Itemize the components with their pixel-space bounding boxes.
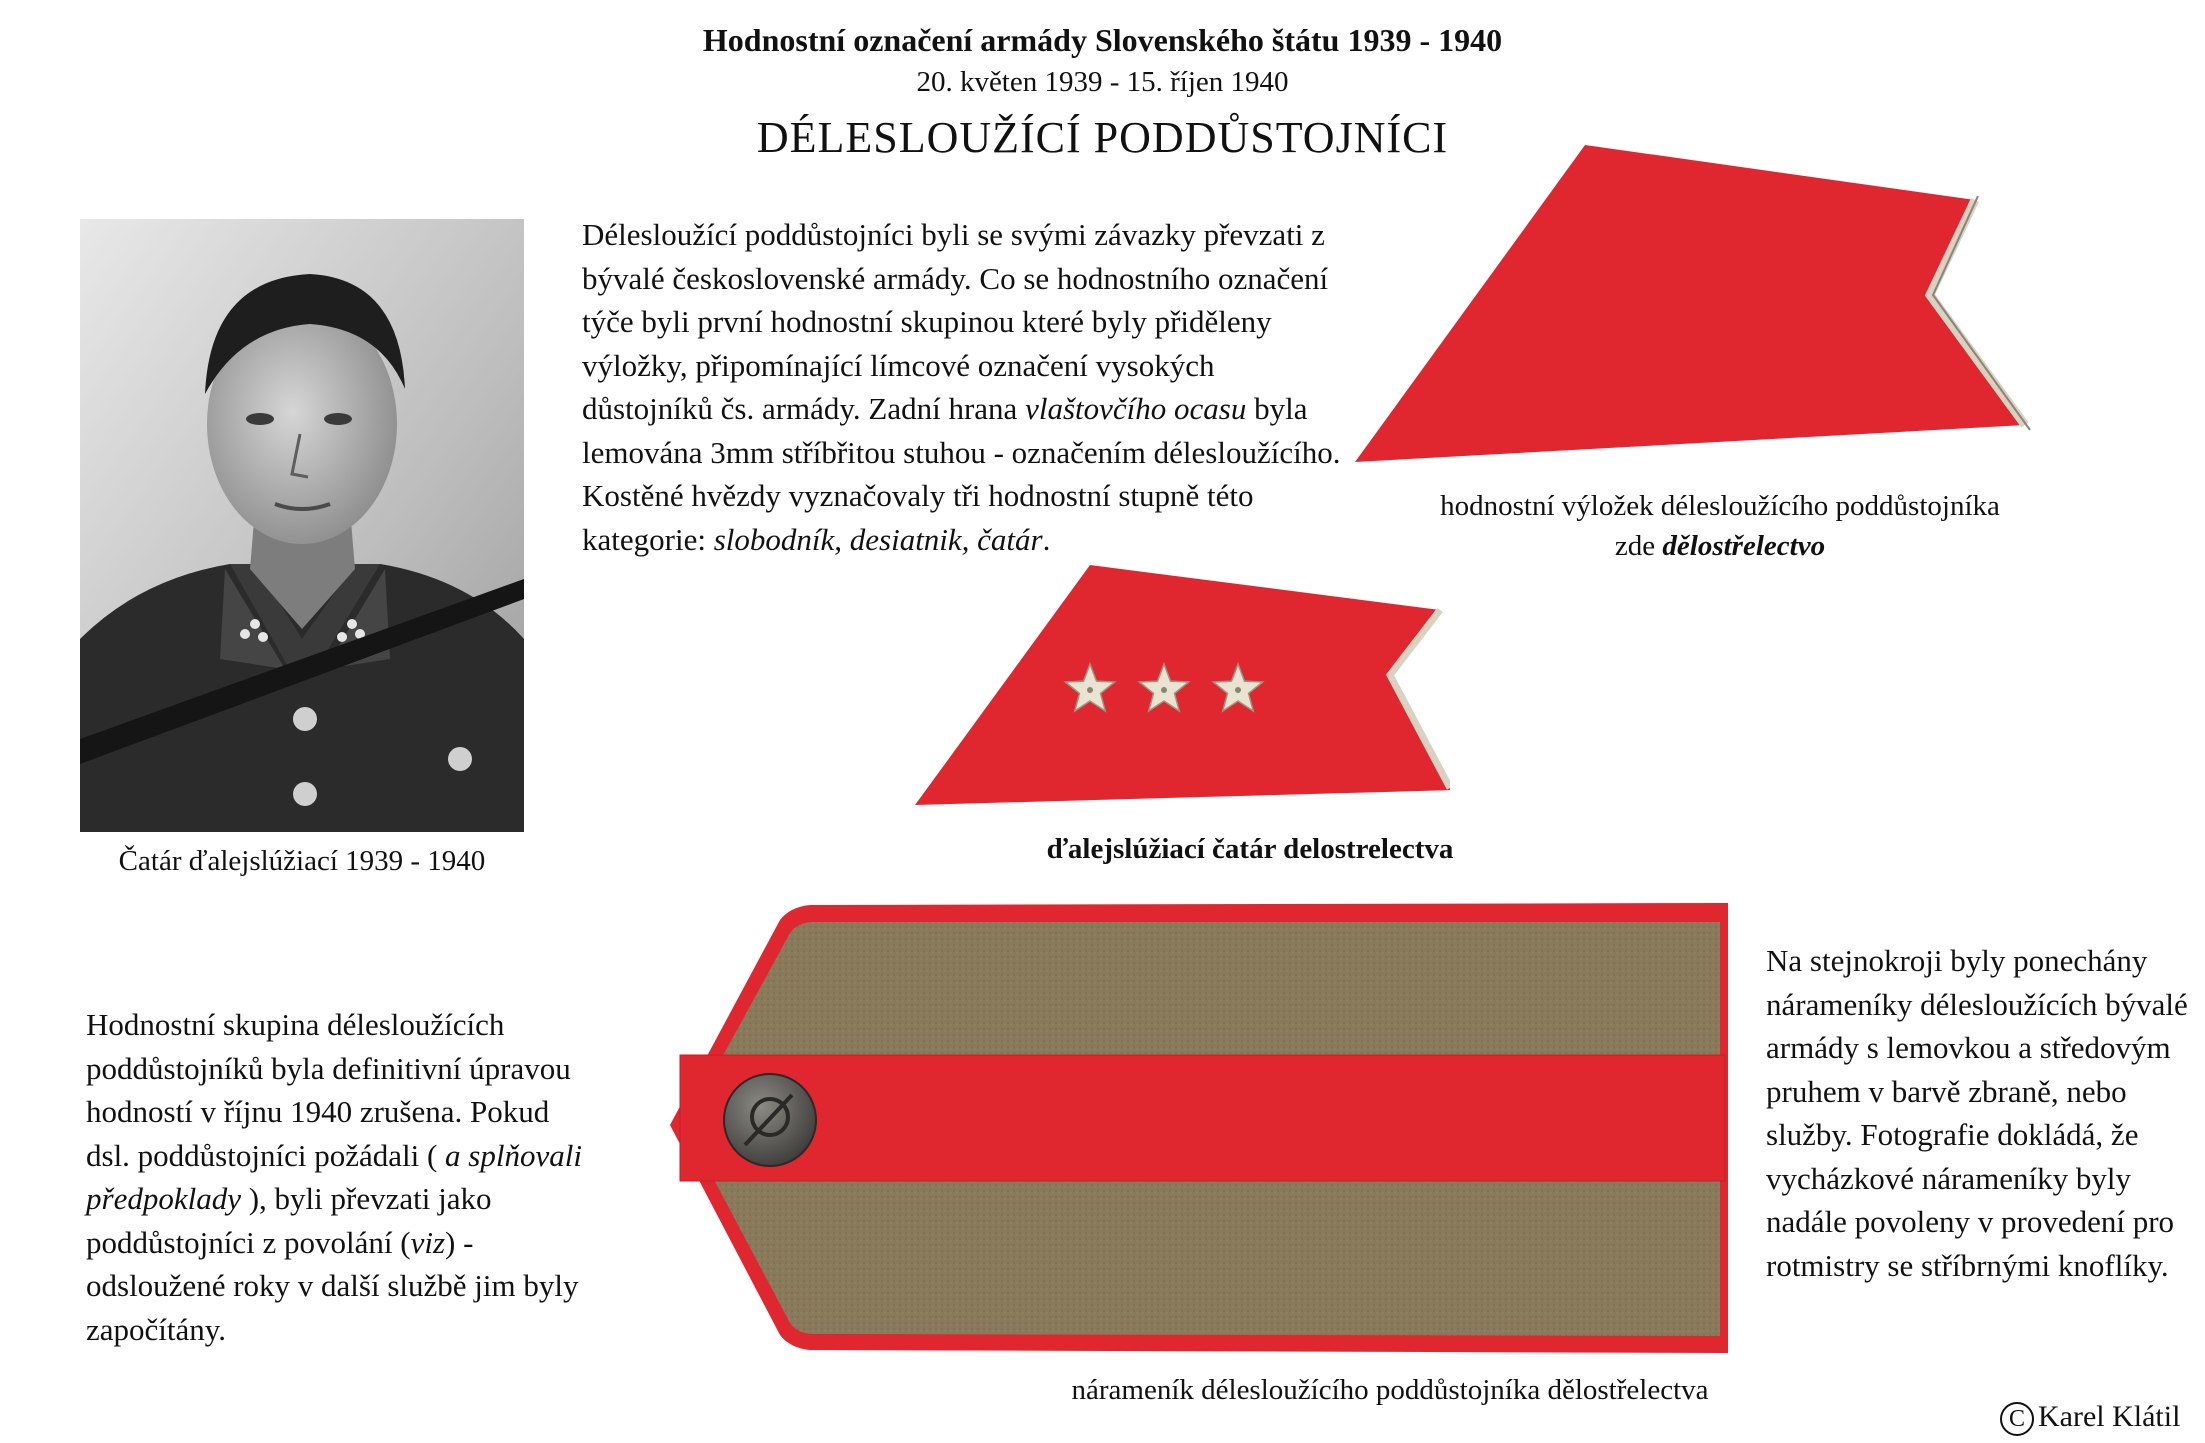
small-collar-tab <box>910 560 1450 810</box>
rank-star-center <box>1235 687 1241 693</box>
date-range: 20. květen 1939 - 15. říjen 1940 <box>916 66 1289 98</box>
page-title: Hodnostní označení armády Slovenského štátu 1939 - 1940 <box>702 22 1503 58</box>
disbandment-paragraph: Hodnostní skupina délesloužících poddůstojníků byla definitivní úpravou hodností v říjnu 1940 zrušena. Pokud dsl. poddůstojníci požádali ( a splňovali předpoklady ), byli převzati jako poddůstojníci z povolání (viz) - odsloužené roky v další službě jim byly započítány. <box>86 1007 582 1347</box>
intro-paragraph: Délesloužící poddůstojníci byli se svými závazky převzati z bývalé československé armády. Co se hodnostního označení týče byli první hodnostní skupinou které byly přiděleny výložky, připomínající límcové označení vysokých důstojníků čs. armády. Zadní hrana vlaštovčího ocasu byla lemována 3mm stříbřitou stuhou - označením délesloužícího. Kostěné hvězdy vyznačovaly tři hodnostní stupně této kategorie: slobodník, desiatnik, čatár. <box>582 217 1341 557</box>
strap-caption: nárameník délesloužícího poddůstojníka dělostřelectva <box>1071 1374 1709 1406</box>
large-tab-caption: hodnostní výložek délesloužícího poddůstojníka zde dělostřelectvo <box>1440 490 2000 562</box>
rank-star-center <box>1087 687 1093 693</box>
rank-star-center <box>1161 687 1167 693</box>
photo-caption: Čatár ďalejslúžiací 1939 - 1940 <box>118 845 486 877</box>
copyright-icon: C <box>2000 1402 2034 1436</box>
copyright <box>2000 1400 2180 1436</box>
strap-paragraph: Na stejnokroji byly ponechány nárameníky délesloužících bývalé armády s lemovkou a středovým pruhem v barvě zbraně, nebo služby. Fotografie dokládá, že vycházkové nárameníky byly nadále povoleny v provedení pro rotmistry se stříbrnými knoflíky. <box>1766 943 2188 1283</box>
category-heading: DÉLESLOUŽÍCÍ PODDŮSTOJNÍCI <box>756 113 1449 162</box>
small-tab-caption: ďalejslúžiací čatár delostrelectva <box>1046 833 1454 865</box>
portrait-photo <box>80 219 524 832</box>
large-collar-tab <box>1350 140 2070 480</box>
author-name: Karel Klátil <box>2038 1400 2181 1433</box>
shoulder-strap <box>640 895 1740 1365</box>
